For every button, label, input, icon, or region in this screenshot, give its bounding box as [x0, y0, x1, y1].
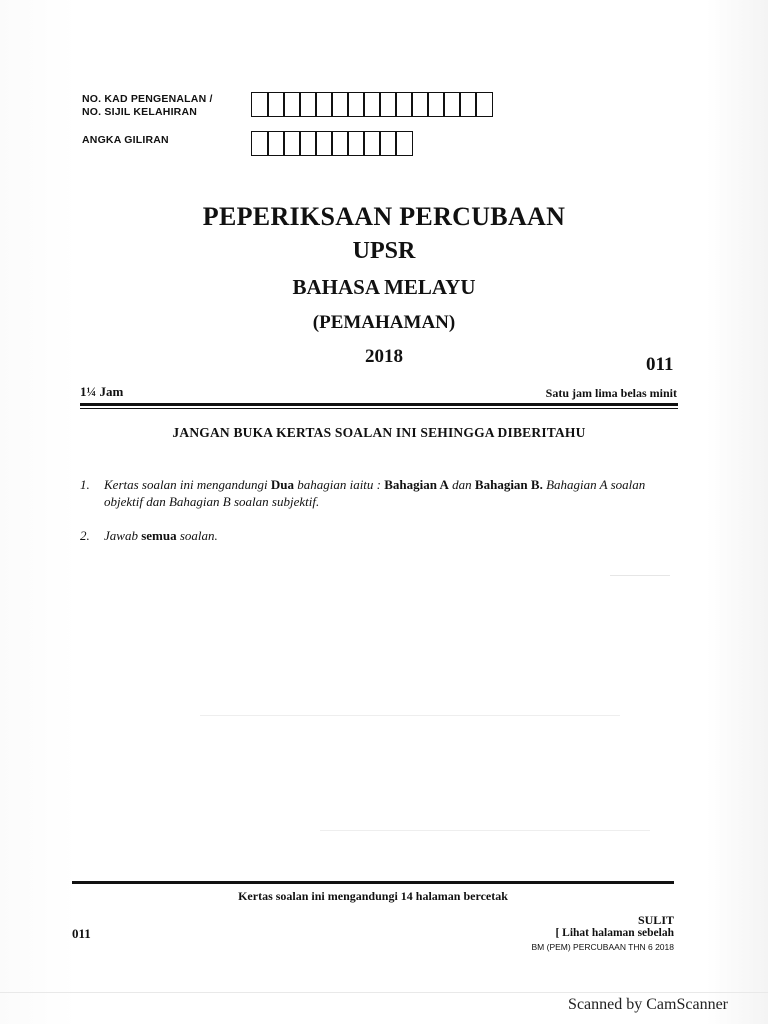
digit-box[interactable] — [427, 92, 445, 117]
digit-box[interactable] — [267, 131, 285, 156]
bleed-through-mark — [320, 830, 650, 831]
instruction-1-bold-b: Bahagian A — [384, 477, 449, 492]
duration-short: 1¼ Jam — [80, 384, 124, 399]
digit-box[interactable] — [283, 131, 301, 156]
page-edge — [0, 992, 768, 993]
page-count-note: Kertas soalan ini mengandungi 14 halaman bercetak — [238, 889, 508, 903]
instruction-2 — [104, 527, 218, 544]
index-label: ANGKA GILIRAN — [82, 134, 169, 146]
bleed-through-mark — [200, 715, 620, 716]
digit-box[interactable] — [395, 92, 413, 117]
instruction-2-text-b: soalan. — [179, 528, 218, 543]
warning-text: JANGAN BUKA KERTAS SOALAN INI SEHINGGA DIBERITAHU — [172, 425, 586, 440]
digit-box[interactable] — [443, 92, 461, 117]
instruction-2-bold-a: semua — [141, 528, 177, 543]
digit-box[interactable] — [331, 92, 349, 117]
ic-label-line1: NO. KAD PENGENALAN / — [82, 93, 213, 105]
digit-box[interactable] — [283, 92, 301, 117]
index-number-boxes[interactable] — [251, 131, 413, 156]
subject-title: BAHASA MELAYU — [292, 275, 476, 299]
digit-box[interactable] — [363, 92, 381, 117]
digit-box[interactable] — [347, 92, 365, 117]
document-reference: BM (PEM) PERCUBAAN THN 6 2018 — [531, 942, 674, 952]
digit-box[interactable] — [315, 92, 333, 117]
instruction-1-bold-c: Bahagian B. — [474, 477, 543, 492]
digit-box[interactable] — [347, 131, 365, 156]
divider-thin — [80, 408, 678, 409]
instruction-2-number: 2. — [80, 528, 90, 543]
instruction-2-text-a: Jawab — [104, 528, 138, 543]
footer-divider — [72, 881, 674, 884]
digit-box[interactable] — [379, 92, 397, 117]
instruction-1-bold-a: Dua — [270, 477, 294, 492]
footer-code: 011 — [72, 926, 91, 941]
next-page-note: [ Lihat halaman sebelah — [555, 927, 674, 939]
digit-box[interactable] — [379, 131, 397, 156]
bleed-through-mark — [610, 575, 670, 576]
duration-long: Satu jam lima belas minit — [545, 386, 677, 400]
exam-level: UPSR — [352, 238, 416, 264]
paper-code: 011 — [646, 354, 674, 375]
instruction-1 — [104, 476, 684, 510]
divider-thick — [80, 403, 678, 406]
digit-box[interactable] — [251, 131, 269, 156]
instruction-1-text-d: Bahagian A soalan objektif dan Bahagian B soalan subjektif. — [104, 477, 646, 509]
instruction-1-text-a: Kertas soalan ini mengandungi — [104, 477, 268, 492]
digit-box[interactable] — [363, 131, 381, 156]
digit-box[interactable] — [299, 92, 317, 117]
exam-year: 2018 — [365, 346, 403, 367]
instruction-1-text-b: bahagian iaitu : — [297, 477, 381, 492]
digit-box[interactable] — [299, 131, 317, 156]
digit-box[interactable] — [331, 131, 349, 156]
scanner-watermark: Scanned by CamScanner — [568, 996, 728, 1013]
ic-number-boxes[interactable] — [251, 92, 493, 117]
digit-box[interactable] — [251, 92, 269, 117]
exam-title: PEPERIKSAAN PERCUBAAN — [202, 202, 566, 231]
paper-name: (PEMAHAMAN) — [312, 312, 456, 333]
digit-box[interactable] — [395, 131, 413, 156]
digit-box[interactable] — [459, 92, 477, 117]
digit-box[interactable] — [267, 92, 285, 117]
ic-label — [82, 93, 213, 119]
instruction-1-number: 1. — [80, 477, 90, 492]
digit-box[interactable] — [315, 131, 333, 156]
instruction-1-text-c: dan — [452, 477, 472, 492]
digit-box[interactable] — [475, 92, 493, 117]
digit-box[interactable] — [411, 92, 429, 117]
ic-label-line2: NO. SIJIL KELAHIRAN — [82, 106, 198, 118]
sulit-label: SULIT — [637, 913, 674, 927]
